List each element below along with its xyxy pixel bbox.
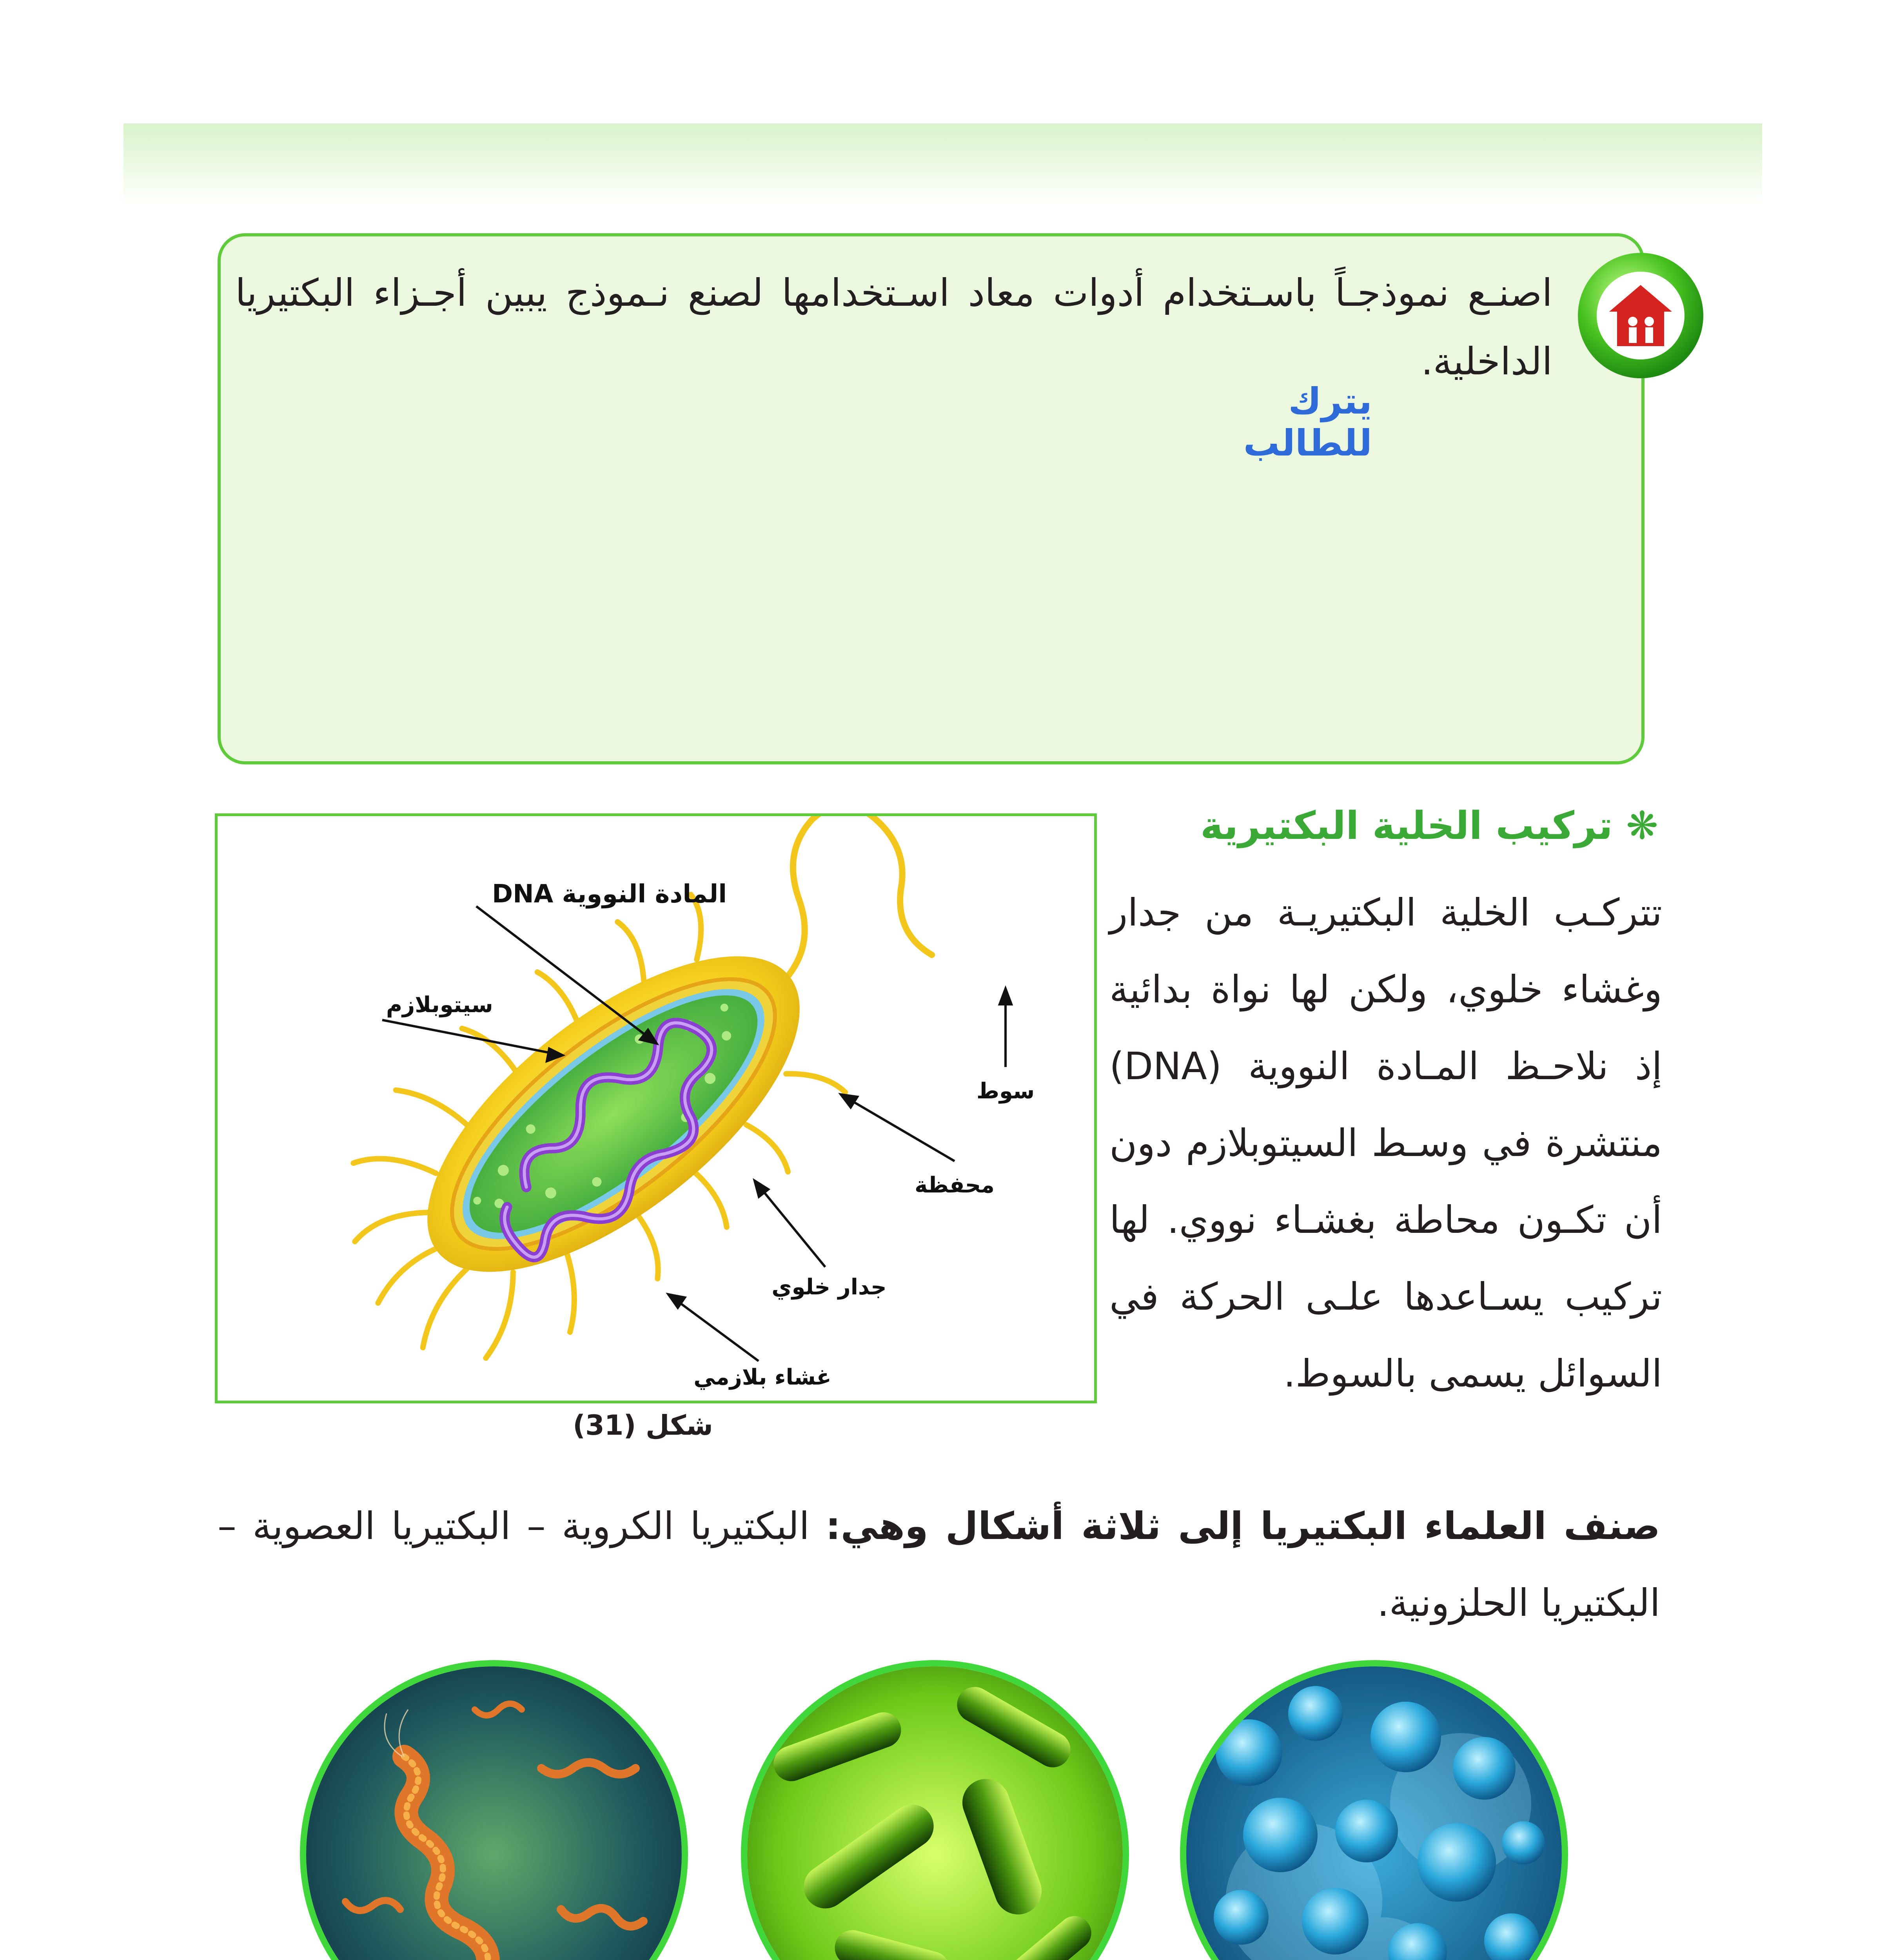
coccus-bacteria-image [1180,1660,1568,1960]
student-note: يترك للطالب [1243,380,1372,464]
section-body: تتركـب الخلية البكتيريـة من جدار وغشاء خلوي، ولكن لها نواة بدائية إذ نلاحـظ المـادة النووية (DNA) منتشرة في وسـط السيتوبلازم دون أن تكـون محاطة بغشـاء نووي. لها تركيب يسـاعدها علـى الحركة في السوائل يسمى بالسوط. [1109,891,1662,1396]
heading-mark-icon: ❋ [1626,804,1658,848]
activity-text: اصنـع نموذجـاً باسـتخدام أدوات معاد اسـتخدامها لصنع نـموذج يبين أجـزاء البكتيريا الداخلية. [235,271,1552,383]
home-family-icon [1574,249,1707,382]
label-dna: المادة النووية DNA [492,880,727,909]
label-cytoplasm: سيتوبلازم [386,992,493,1018]
section-heading [1137,804,1658,848]
label-plasma-membrane: غشاء بلازمي [693,1365,831,1390]
classification-paragraph [218,1488,1660,1641]
classification-bold: صنف العلماء البكتيريا إلى ثلاثة أشكال وهي: [826,1504,1661,1548]
section-heading-text: تركيب الخلية البكتيرية [1200,804,1613,848]
figure-31-bacterial-cell [215,813,1097,1403]
bacillus-bacteria-image [741,1660,1129,1960]
label-cell-wall: جدار خلوي [771,1274,887,1300]
label-flagellum: سوط [976,1078,1035,1104]
spiral-bacteria-image [300,1660,688,1960]
top-header-band [123,123,1762,206]
label-capsule: محفظة [915,1172,995,1198]
classification-rest: البكتيريا الكروية – البكتيريا العصوية – البكتيريا الحلزونية. [218,1504,1660,1625]
figure-31-caption: شكل (31) [573,1409,713,1441]
